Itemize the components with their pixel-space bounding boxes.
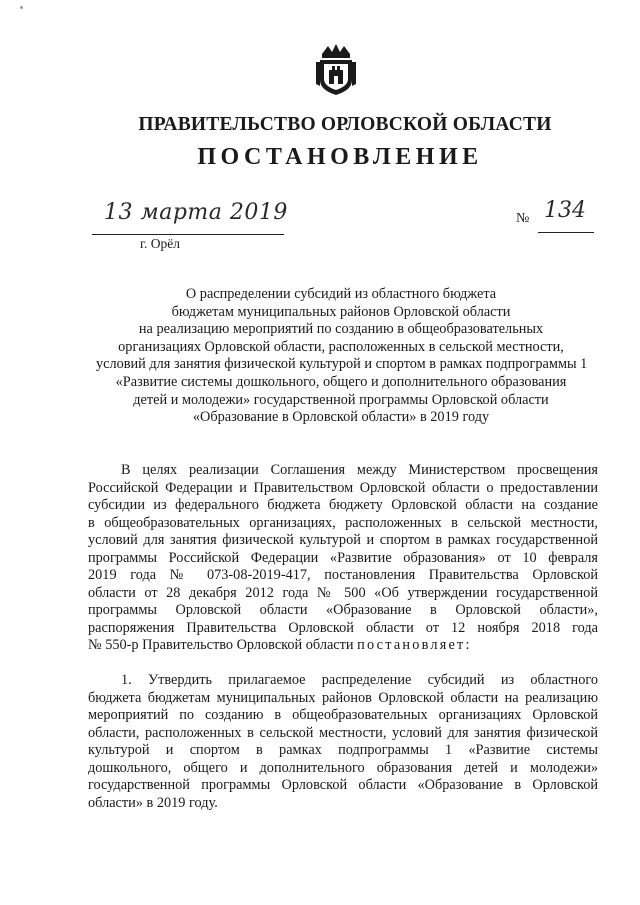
scan-speck xyxy=(20,6,23,9)
subject-line: условий для занятия физической культурой и спортом в рамках подпрограммы 1 xyxy=(96,356,588,373)
preamble-last-line xyxy=(88,637,598,655)
subject-line: организациях Орловской области, расположенных в сельской местности, xyxy=(118,338,564,355)
preamble-line: № 550-р Правительство Орловской области xyxy=(88,637,354,653)
subject-line: О распределении субсидий из областного бюджета xyxy=(185,286,497,302)
coat-of-arms-icon xyxy=(314,40,358,96)
preamble-line: В целях реализации Соглашения между Министерством просвещения xyxy=(121,462,598,478)
item-line: области, расположенных в сельской местности, условий для занятия физической xyxy=(88,724,598,741)
preamble-paragraph xyxy=(88,462,598,655)
subject-line: «Образование в Орловской области» в 2019 году xyxy=(192,409,490,426)
preamble-line: условий для занятия физической культурой и спортом в рамках государственной xyxy=(88,532,598,548)
number-label: № xyxy=(516,211,530,226)
document-type-heading: ПОСТАНОВЛЕНИЕ xyxy=(197,144,483,170)
preamble-line: области от 28 декабря 2012 года № 500 «Об утверждении государственной xyxy=(88,584,598,601)
preamble-line: субсидии из федерального бюджета бюджету Орловской области на создание xyxy=(88,497,598,513)
handwritten-number: 134 xyxy=(544,198,586,223)
preamble-line: распоряжения Правительства Орловской области от 12 ноября 2018 года xyxy=(88,619,598,636)
subject-line: «Развитие системы дошкольного, общего и дополнительного образования xyxy=(115,373,567,390)
document-subject xyxy=(96,286,586,427)
preamble-line: 2019 года № 073-08-2019-417, постановления Правительства Орловской xyxy=(88,567,598,583)
resolution-verb: постановляет: xyxy=(357,637,472,653)
preamble-line: программы Орловской области «Образование в Орловской области», xyxy=(88,602,598,618)
item-line: бюджета бюджетам муниципальных районов Орловской области на реализацию xyxy=(88,689,598,706)
city-label: г. Орёл xyxy=(140,236,180,251)
organization-title: ПРАВИТЕЛЬСТВО ОРЛОВСКОЙ ОБЛАСТИ xyxy=(138,114,552,135)
subject-line: бюджетам муниципальных районов Орловской области xyxy=(171,303,511,320)
preamble-line: в общеобразовательных организациях, расположенных в сельской местности, xyxy=(88,514,598,531)
item-1-paragraph xyxy=(88,672,598,812)
item-line: государственной программы Орловской области «Образование в Орловской xyxy=(88,777,598,793)
preamble-line: Российской Федерации и Правительством Орловской области о предоставлении xyxy=(88,479,598,496)
subject-line: на реализацию мероприятий по созданию в общеобразовательных xyxy=(138,321,544,338)
item-line: области» в 2019 году. xyxy=(88,794,218,811)
item-line: 1. Утвердить прилагаемое распределение субсидий из областного xyxy=(121,672,598,688)
handwritten-date: 13 марта 2019 xyxy=(104,200,288,225)
item-line: дошкольного, общего и дополнительного образования детей и молодежи» xyxy=(88,759,598,776)
item-line: мероприятий по созданию в общеобразовательных организациях Орловской xyxy=(88,707,598,723)
subject-line: детей и молодежи» государственной программы Орловской области xyxy=(133,391,549,408)
preamble-line: программы Российской Федерации «Развитие образования» от 10 февраля xyxy=(88,549,598,566)
item-line: культурой и спортом в рамках подпрограммы 1 «Развитие системы xyxy=(88,742,598,758)
